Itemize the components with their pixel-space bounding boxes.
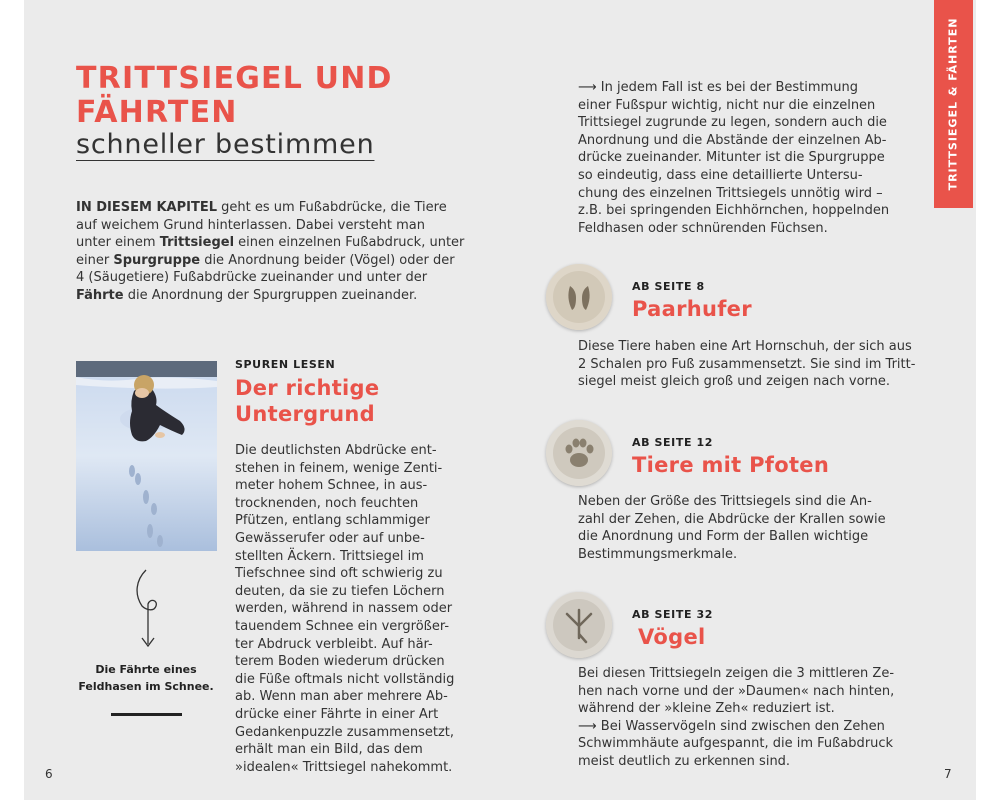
line-text: Bestimmungsmerkmale. [578, 546, 738, 562]
text-line [578, 149, 885, 167]
paw-print-image [546, 420, 612, 486]
line-text: Bei Wasservögeln sind zwischen den Zehen [600, 718, 885, 734]
hare-track-icon [126, 566, 176, 656]
chapter-subtitle: schneller bestimmen [76, 129, 375, 160]
text-line [578, 683, 894, 701]
intro-text: auf weichem Grund hinterlassen. Dabei versteht man [76, 217, 425, 233]
text-line [235, 724, 454, 742]
line-text: ter Abdruck verbleibt. Auf här- [235, 636, 433, 652]
arrow-icon: ⟶ [578, 80, 597, 95]
right-intro-line [578, 79, 858, 97]
line-text: so eindeutig, dass eine detaillierte Untersu- [578, 168, 863, 183]
text-line [235, 548, 424, 566]
line-text: ab. Wenn man aber mehrere Ab- [235, 689, 448, 705]
caption-divider [111, 713, 182, 716]
chapter-title-line-2: FÄHRTEN [76, 95, 238, 130]
text-line [235, 636, 433, 654]
line-text: werden, während in nassem oder [235, 601, 453, 617]
line-text: stellten Äckern. Trittsiegel im [235, 548, 424, 564]
line-text: 2 Schalen pro Fuß zusammensetzt. Sie sind im Tritt- [578, 356, 916, 372]
text-line [578, 511, 886, 529]
page-number-left: 6 [45, 767, 53, 781]
text-line [578, 718, 885, 736]
snow-photo-image [76, 361, 217, 551]
text-line [235, 583, 445, 601]
line-text: Trittsiegel zugrunde zu legen, sondern auch die [578, 115, 887, 131]
group-label: AB SEITE 32 [632, 608, 714, 621]
intro-line [76, 287, 417, 305]
chapter-tab-label: TRITTSIEGEL & FÄHRTEN [946, 17, 960, 191]
line-text: Anordnung und die Abstände der einzelnen Ab- [578, 132, 887, 148]
line-text: drücke einer Fährte in einer Art [235, 707, 439, 722]
intro-text: geht es um Fußabdrücke, die Tiere [217, 200, 447, 215]
line-text: Gedankenpuzzle zusammensetzt, [235, 724, 455, 740]
section-title-line-1: Der richtige [235, 376, 380, 400]
text-line [578, 114, 887, 132]
text-line [235, 653, 445, 671]
text-line [235, 618, 449, 636]
text-line [578, 528, 868, 546]
text-line [235, 600, 452, 618]
line-text: die Anordnung und Form der Ballen wichtige [578, 529, 869, 545]
text-line [235, 477, 427, 495]
text-line [235, 565, 443, 583]
caption-line: Die Fährte eines [95, 663, 197, 676]
line-text: tauendem Schnee ein vergrößer- [235, 619, 450, 634]
line-text: hen nach vorne und der »Daumen« nach hinten, [578, 683, 895, 699]
text-line [578, 202, 889, 220]
text-line [235, 706, 438, 724]
intro-line [76, 199, 447, 217]
line-text: erhält man ein Bild, das dem [235, 742, 423, 758]
intro-text: In jedem Fall ist es bei der Bestimmung [600, 80, 858, 95]
term-trittsiegel: Trittsiegel [159, 235, 235, 251]
bird-print-icon [546, 592, 612, 658]
group-title: Paarhufer [632, 297, 752, 321]
line-text: chung des einzelnen Trittsiegels unnötig wird – [578, 185, 883, 201]
intro-text: einer [76, 252, 114, 268]
intro-lead: IN DIESEM KAPITEL [76, 200, 217, 215]
caption-line: Feldhasen im Schnee. [78, 680, 214, 693]
line-text: Pfützen, entlang schlammiger [235, 513, 430, 529]
paw-print-icon [546, 420, 612, 486]
hoof-print-icon [546, 264, 612, 330]
text-line [578, 132, 886, 150]
line-text: Bei diesen Trittsiegeln zeigen die 3 mittleren Ze- [578, 666, 895, 681]
arrow-icon: ⟶ [578, 718, 597, 734]
text-line [578, 97, 875, 115]
page-number-right: 7 [944, 767, 952, 781]
line-text: drücke zueinander. Mitunter ist die Spurgruppe [578, 150, 885, 166]
text-line [578, 373, 890, 391]
text-line [578, 220, 828, 238]
text-line [235, 495, 418, 513]
group-label: AB SEITE 12 [632, 436, 714, 449]
text-line [578, 493, 872, 511]
line-text: meist deutlich zu erkennen sind. [578, 754, 791, 769]
photo-caption [78, 661, 213, 695]
intro-line [76, 252, 455, 270]
text-line [578, 185, 883, 203]
intro-line [76, 269, 427, 287]
line-text: stehen in feinem, wenige Zenti- [235, 460, 443, 476]
text-line [235, 512, 430, 530]
line-text: zahl der Zehen, die Abdrücke der Krallen sowie [578, 511, 886, 527]
text-line [235, 671, 454, 689]
intro-line [76, 217, 425, 235]
text-line [578, 700, 835, 718]
text-line [235, 759, 452, 777]
chapter-title-line-1: TRITTSIEGEL UND [76, 61, 393, 96]
line-text: Gewässerufer oder auf unbe- [235, 531, 425, 546]
text-line [235, 530, 425, 548]
line-text: einer Fußspur wichtig, nicht nur die einzelnen [578, 97, 876, 113]
term-faehrte: Fährte [76, 288, 124, 303]
bird-print-image [546, 592, 612, 658]
line-text: Feldhasen oder schnürenden Füchsen. [578, 220, 828, 236]
line-text: meter hohem Schnee, in aus- [235, 478, 428, 494]
line-text: z.B. bei springenden Eichhörnchen, hoppelnden [578, 203, 890, 219]
term-spurgruppe: Spurgruppe [113, 252, 201, 268]
hoof-print-image [546, 264, 612, 330]
group-label: AB SEITE 8 [632, 280, 705, 293]
intro-text: einen einzelnen Fußabdruck, unter [234, 235, 465, 251]
text-line [578, 167, 863, 185]
line-text: Neben der Größe des Trittsiegels sind die An- [578, 494, 872, 509]
text-line [578, 753, 790, 771]
group-title: Tiere mit Pfoten [632, 453, 830, 477]
line-text: Tiefschnee sind oft schwierig zu [235, 566, 443, 582]
line-text: terem Boden wiederum drücken [235, 654, 445, 670]
text-line [235, 460, 442, 478]
text-line [235, 741, 423, 759]
text-line [235, 688, 448, 706]
line-text: deuten, da sie zu tiefen Löchern [235, 583, 445, 599]
line-text: Schwimmhäute aufgespannt, die im Fußabdruck [578, 736, 894, 752]
text-line [235, 442, 437, 460]
line-text: »idealen« Trittsiegel nahekommt. [235, 759, 453, 775]
text-line [578, 546, 737, 564]
text-line [578, 735, 893, 753]
intro-line [76, 234, 464, 252]
text-line [578, 338, 912, 356]
line-text: Diese Tiere haben eine Art Hornschuh, der sich aus [578, 339, 912, 354]
section-label: SPUREN LESEN [235, 358, 336, 371]
text-line [578, 665, 894, 683]
line-text: die Füße oftmals nicht vollständig [235, 671, 455, 687]
intro-text: unter einem [76, 235, 160, 251]
line-text: während der »kleine Zeh« reduziert ist. [578, 701, 835, 717]
line-text: Die deutlichsten Abdrücke ent- [235, 443, 437, 458]
intro-text: die Anordnung der Spurgruppen zueinander. [123, 288, 418, 303]
line-text: siegel meist gleich groß und zeigen nach vorne. [578, 374, 891, 390]
text-line [578, 356, 915, 374]
snow-photo [76, 361, 217, 551]
group-title: Vögel [638, 625, 706, 649]
intro-text: die Anordnung beider (Vögel) oder der [200, 252, 455, 268]
line-text: trocknenden, noch feuchten [235, 495, 419, 511]
section-title-line-2: Untergrund [235, 402, 375, 426]
intro-text: 4 (Säugetiere) Fußabdrücke zueinander und unter der [76, 270, 428, 286]
